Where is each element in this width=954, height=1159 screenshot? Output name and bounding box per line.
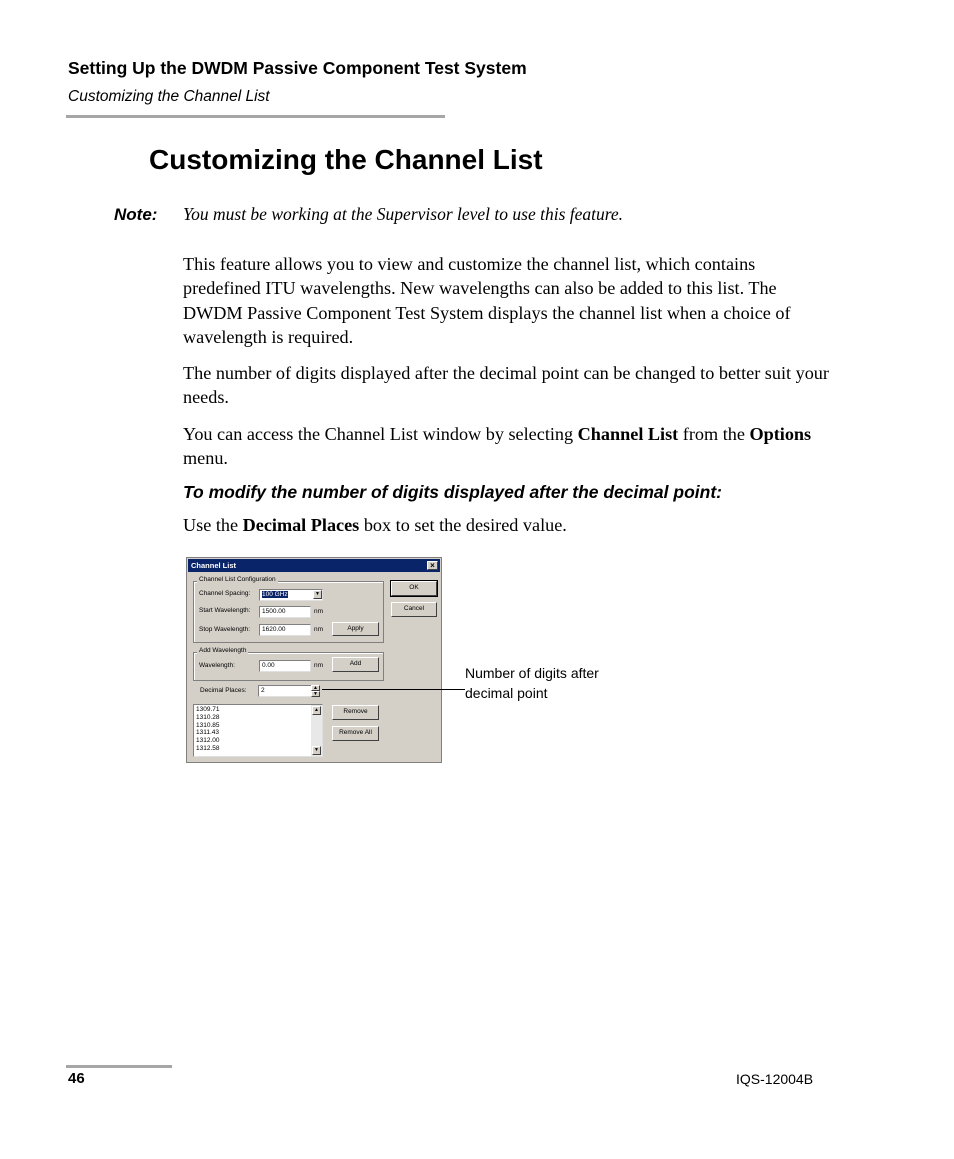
add-wavelength-group-label: Add Wavelength [199, 647, 247, 654]
wavelength-input[interactable]: 0.00 [259, 660, 311, 672]
document-id: IQS-12004B [736, 1071, 814, 1087]
channel-item[interactable]: 1312.00 [196, 737, 220, 745]
channel-listbox[interactable] [193, 704, 323, 757]
scroll-up-icon[interactable]: ▲ [312, 706, 321, 715]
cancel-button[interactable]: Cancel [391, 602, 437, 617]
section-title: Customizing the Channel List [149, 144, 543, 175]
scroll-down-icon[interactable]: ▼ [312, 746, 321, 755]
dialog-title: Channel List [191, 561, 237, 570]
channel-item[interactable]: 1310.28 [196, 713, 220, 721]
bold-term: Decimal Places [242, 515, 360, 535]
remove-button[interactable]: Remove [332, 705, 379, 720]
text-run: Use the [183, 515, 243, 535]
stop-label: Stop Wavelength: [199, 626, 251, 633]
add-button[interactable]: Add [332, 657, 379, 672]
bold-term: Options [749, 424, 812, 444]
text-run: box to set the desired value. [359, 515, 567, 535]
text-run: from the [678, 424, 750, 444]
paragraph-access [183, 422, 833, 471]
start-wavelength-input[interactable]: 1500.00 [259, 606, 311, 618]
stop-wavelength-input[interactable]: 1620.00 [259, 624, 311, 636]
paragraph-instruction [183, 513, 833, 537]
text-run: menu. [183, 448, 228, 469]
running-header-title: Setting Up the DWDM Passive Component Test System [68, 58, 527, 78]
apply-button[interactable]: Apply [332, 622, 379, 636]
dropdown-arrow-icon[interactable]: ▼ [313, 590, 322, 599]
decimal-places-label: Decimal Places: [200, 687, 247, 694]
callout-leader-line [322, 689, 465, 690]
bold-term: Channel List [577, 424, 679, 444]
config-group-label: Channel List Configuration [199, 576, 276, 583]
channel-list-dialog [186, 557, 442, 763]
dialog-titlebar [188, 559, 440, 572]
footer-rule [66, 1065, 172, 1068]
page-number: 46 [68, 1070, 85, 1087]
spin-up-icon[interactable]: ▲ [311, 685, 320, 691]
note-text: You must be working at the Supervisor level to use this feature. [183, 204, 624, 224]
channel-list [196, 706, 320, 753]
header-rule [66, 115, 445, 118]
spacing-value: 100 GHz [262, 591, 288, 598]
start-unit: nm [314, 608, 324, 615]
close-icon[interactable]: × [427, 561, 438, 570]
ok-button[interactable]: OK [391, 581, 437, 596]
spacing-label: Channel Spacing: [199, 590, 251, 597]
remove-all-button[interactable]: Remove All [332, 726, 379, 741]
callout-label: Number of digits after decimal point [465, 665, 599, 701]
stop-unit: nm [314, 626, 324, 633]
channel-item[interactable]: 1312.58 [196, 744, 220, 752]
channel-item[interactable]: 1310.85 [196, 721, 220, 729]
channel-item[interactable]: 1309.71 [196, 706, 220, 713]
text-run: You can access the Channel List window by selecting [183, 424, 578, 444]
paragraph-intro: This feature allows you to view and customize the channel list, which contains predefined ITU wavelengths. New wavelengths can also be added to this list. The DWDM Passive Component Test System displays the channel list when a choice of wavelength is required. [183, 254, 791, 347]
start-label: Start Wavelength: [199, 607, 251, 614]
wavelength-label: Wavelength: [199, 662, 235, 669]
note-label: Note: [114, 205, 158, 224]
spin-down-icon[interactable]: ▼ [311, 691, 320, 697]
wavelength-unit: nm [314, 662, 324, 669]
procedure-heading: To modify the number of digits displayed after the decimal point: [183, 482, 722, 502]
running-header-subtitle: Customizing the Channel List [68, 88, 270, 105]
paragraph-decimal: The number of digits displayed after the decimal point can be changed to better suit your needs. [183, 363, 829, 408]
decimal-places-input[interactable]: 2 [258, 685, 312, 697]
channel-item[interactable]: 1311.43 [196, 729, 220, 737]
